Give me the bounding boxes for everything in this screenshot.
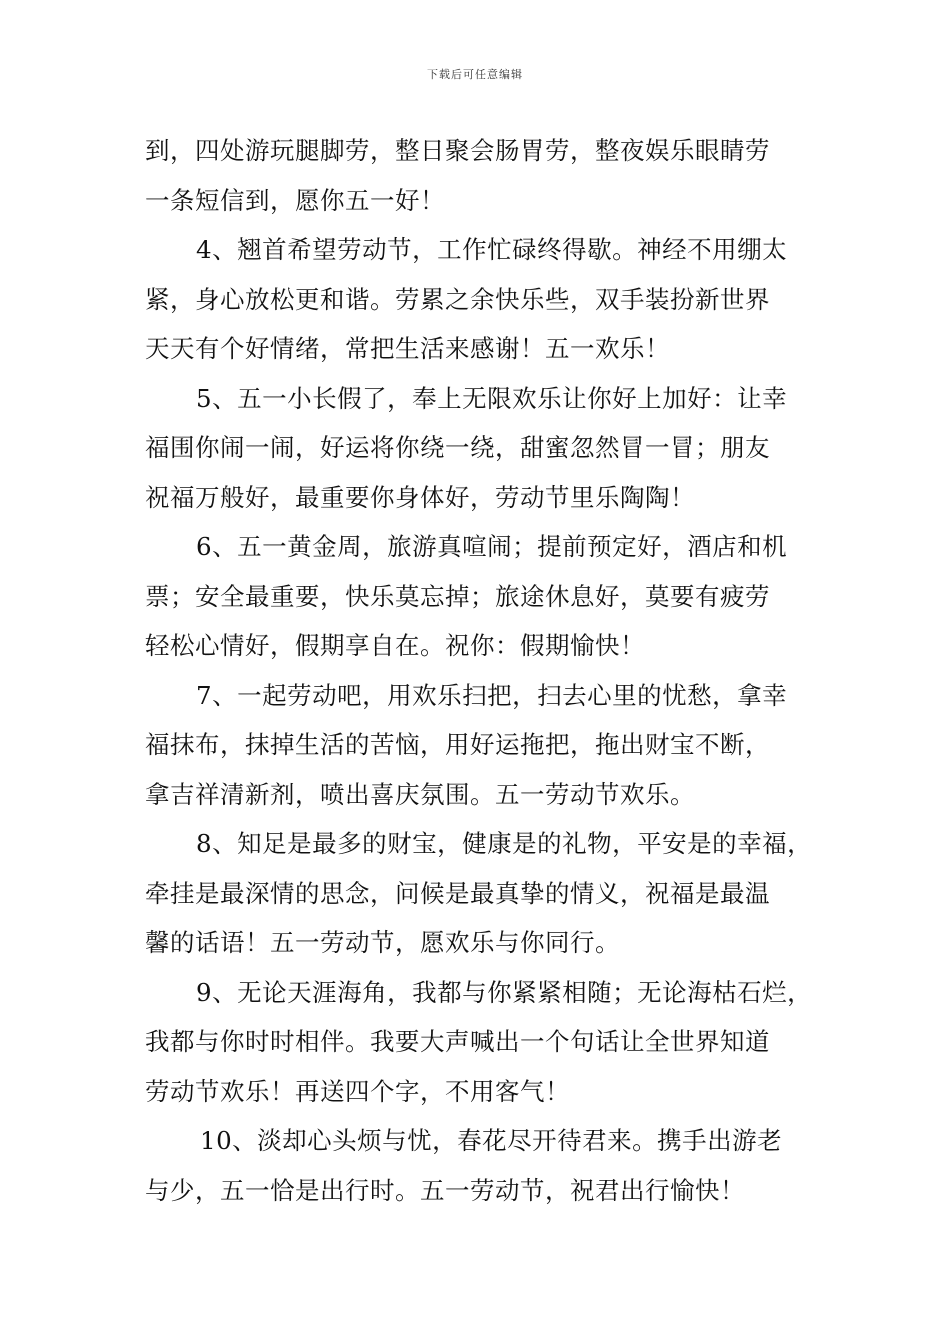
text-line: 福围你闹一闹，好运将你绕一绕，甜蜜忽然冒一冒；朋友 bbox=[145, 433, 770, 462]
text-line: 票；安全最重要，快乐莫忘掉；旅途休息好，莫要有疲劳 bbox=[145, 581, 770, 611]
text-line: 8、知足是最多的财宝，健康是的礼物，平安是的幸福， bbox=[196, 829, 813, 858]
text-line: 与少，五一恰是出行时。五一劳动节，祝君出行愉快！ bbox=[145, 1175, 745, 1205]
paragraph bbox=[145, 1116, 835, 1215]
text-line: 天天有个好情绪，常把生活来感谢！五一欢乐！ bbox=[145, 334, 670, 363]
paragraph bbox=[145, 374, 835, 523]
paragraph bbox=[145, 126, 835, 225]
paragraph bbox=[145, 671, 835, 820]
text-line: 9、无论天涯海角，我都与你紧紧相随；无论海枯石烂， bbox=[196, 977, 813, 1007]
text-line: 10、淡却心头烦与忧，春花尽开待君来。携手出游老 bbox=[200, 1126, 783, 1155]
paragraph bbox=[145, 968, 835, 1117]
text-line: 我都与你时时相伴。我要大声喊出一个句话让全世界知道 bbox=[145, 1027, 770, 1056]
text-line: 牵挂是最深情的思念，问候是最真挚的情义，祝福是最温 bbox=[145, 878, 770, 908]
page-header: 下载后可任意编辑 bbox=[427, 68, 523, 81]
text-line: 福抹布，抹掉生活的苦恼，用好运拖把，拖出财宝不断， bbox=[145, 730, 770, 759]
text-line: 5、五一小长假了，奉上无限欢乐让你好上加好：让幸 bbox=[196, 383, 788, 413]
text-line: 祝福万般好，最重要你身体好，劳动节里乐陶陶！ bbox=[145, 482, 695, 512]
text-line: 一条短信到，愿你五一好！ bbox=[145, 185, 445, 215]
paragraph bbox=[145, 522, 835, 671]
text-line: 馨的话语！五一劳动节，愿欢乐与你同行。 bbox=[145, 928, 620, 957]
paragraph bbox=[145, 225, 835, 374]
text-line: 劳动节欢乐！再送四个字，不用客气！ bbox=[145, 1076, 570, 1106]
text-line: 7、一起劳动吧，用欢乐扫把，扫去心里的忧愁，拿幸 bbox=[196, 680, 788, 710]
text-line: 4、翘首希望劳动节，工作忙碌终得歇。神经不用绷太 bbox=[196, 235, 788, 264]
text-line: 轻松心情好，假期享自在。祝你：假期愉快！ bbox=[145, 631, 645, 660]
text-line: 6、五一黄金周，旅游真喧闹；提前预定好，酒店和机 bbox=[196, 532, 788, 561]
paragraph bbox=[145, 819, 835, 968]
text-line: 紧，身心放松更和谐。劳累之余快乐些，双手装扮新世界 bbox=[145, 284, 770, 314]
document-body bbox=[145, 126, 835, 1215]
text-line: 拿吉祥清新剂，喷出喜庆氛围。五一劳动节欢乐。 bbox=[145, 779, 695, 809]
text-line: 到，四处游玩腿脚劳，整日聚会肠胃劳，整夜娱乐眼睛劳 bbox=[145, 136, 770, 165]
